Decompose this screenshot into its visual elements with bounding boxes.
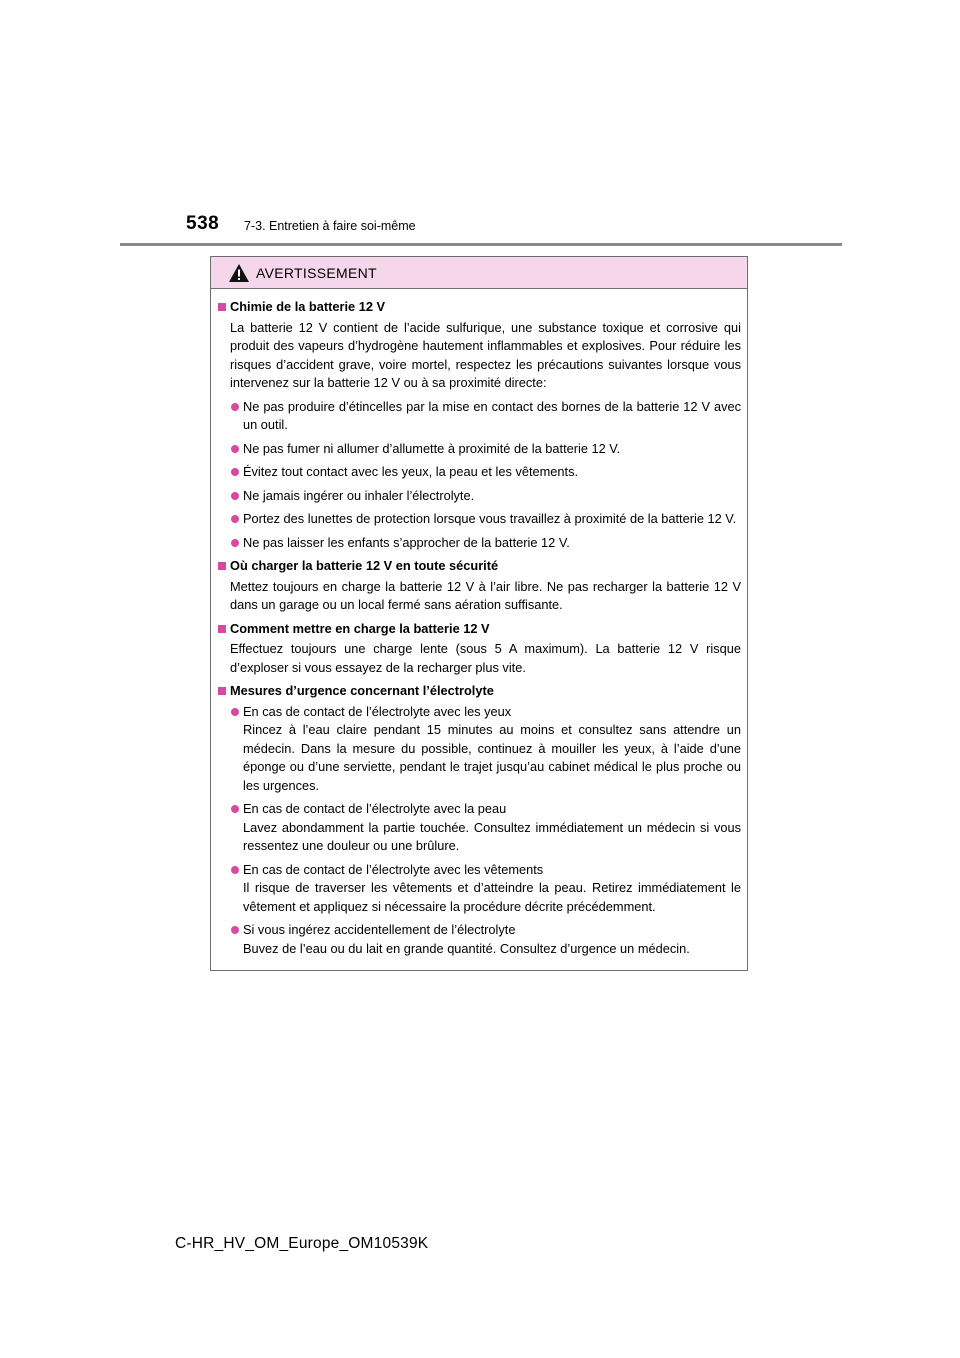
document-code: C-HR_HV_OM_Europe_OM10539K — [175, 1235, 429, 1252]
bullet-text: Lavez abondamment la partie touchée. Consultez immédiatement un médecin si vous ressentez une douleur ou une brûlure. — [243, 819, 741, 853]
round-bullet-icon — [231, 515, 239, 523]
round-bullet-icon — [231, 539, 239, 547]
bullet-text: Ne pas laisser les enfants s’approcher de la batterie 12 V. — [243, 534, 570, 550]
round-bullet-icon — [231, 445, 239, 453]
bullet-title: Si vous ingérez accidentellement de l’électrolyte — [243, 922, 516, 937]
bullet-text: Ne pas fumer ni allumer d’allumette à proximité de la batterie 12 V. — [243, 440, 621, 456]
section-title: 7-3. Entretien à faire soi-même — [244, 219, 416, 233]
square-bullet-icon — [218, 562, 226, 570]
section-paragraph: La batterie 12 V contient de l’acide sulfurique, une substance toxique et corrosive qui produit des vapeurs d’hydrogène hautement inflammables et explosives. Pour réduire les risques d’accident grave, voire mortel, respectez les précautions suivantes lorsque vous intervenez sur la batterie 12 V ou à sa proximité directe: — [230, 319, 741, 390]
bullet-item — [218, 398, 741, 435]
bullet-text: Ne pas produire d’étincelles par la mise en contact des bornes de la batterie 12 V avec un outil. — [243, 398, 741, 432]
bullet-item — [218, 534, 741, 553]
section-paragraph: Effectuez toujours une charge lente (sous 5 A maximum). La batterie 12 V risque d’exploser si vous essayez de la recharger plus vite. — [230, 641, 741, 675]
bullet-text: Rincez à l’eau claire pendant 15 minutes au moins et consultez sans attendre un médecin. Dans la mesure du possible, continuez à mouiller les yeux, à l’aide d’une éponge ou d’une serviette, pendant le trajet jusqu’au cabinet médical le plus proche ou les urgences. — [243, 722, 741, 793]
bullet-item — [218, 510, 741, 529]
round-bullet-icon — [231, 805, 239, 813]
bullet-title: En cas de contact de l’électrolyte avec la peau — [243, 801, 507, 816]
round-bullet-icon — [231, 468, 239, 476]
round-bullet-icon — [231, 926, 239, 934]
bullet-text: Évitez tout contact avec les yeux, la peau et les vêtements. — [243, 464, 579, 479]
section-heading-text: Où charger la batterie 12 V en toute sécurité — [230, 558, 499, 573]
section-heading — [218, 620, 741, 639]
bullet-item — [218, 487, 741, 506]
section-heading-text: Mesures d’urgence concernant l’électrolyte — [230, 683, 494, 698]
section-heading-text: Chimie de la batterie 12 V — [230, 299, 386, 314]
bullet-item — [218, 921, 741, 958]
bullet-item — [218, 861, 741, 917]
round-bullet-icon — [231, 866, 239, 874]
square-bullet-icon — [218, 625, 226, 633]
square-bullet-icon — [218, 687, 226, 695]
round-bullet-icon — [231, 403, 239, 411]
bullet-title: En cas de contact de l’électrolyte avec les yeux — [243, 703, 512, 719]
bullet-item — [218, 800, 741, 856]
bullet-text: Buvez de l’eau ou du lait en grande quantité. Consultez d’urgence un médecin. — [243, 940, 690, 956]
bullet-title: En cas de contact de l’électrolyte avec les vêtements — [243, 861, 544, 877]
page-number: 538 — [186, 213, 220, 234]
bullet-text: Il risque de traverser les vêtements et d’atteindre la peau. Retirez immédiatement le vêtement et appliquez si nécessaire la procédure décrite précédemment. — [243, 880, 741, 914]
header-divider — [120, 243, 842, 246]
section-heading — [218, 298, 741, 317]
section-heading-text: Comment mettre en charge la batterie 12 V — [230, 620, 490, 636]
warning-triangle-icon — [228, 263, 250, 283]
bullet-item — [218, 463, 741, 482]
section-heading — [218, 557, 741, 576]
bullet-item — [218, 440, 741, 459]
round-bullet-icon — [231, 492, 239, 500]
section-paragraph: Mettez toujours en charge la batterie 12 V à l’air libre. Ne pas recharger la batterie 12 V dans un garage ou un local fermé sans aération suffisante. — [230, 578, 741, 612]
bullet-item — [218, 703, 741, 796]
square-bullet-icon — [218, 303, 226, 311]
page-header — [0, 0, 960, 250]
warning-header — [211, 257, 747, 289]
warning-label: AVERTISSEMENT — [256, 264, 377, 281]
bullet-text: Ne jamais ingérer ou inhaler l’électrolyte. — [243, 487, 475, 503]
warning-box — [210, 256, 748, 971]
bullet-text: Portez des lunettes de protection lorsque vous travaillez à proximité de la batterie 12 V. — [243, 511, 737, 526]
round-bullet-icon — [231, 708, 239, 716]
warning-body — [211, 289, 747, 958]
section-heading — [218, 682, 741, 701]
